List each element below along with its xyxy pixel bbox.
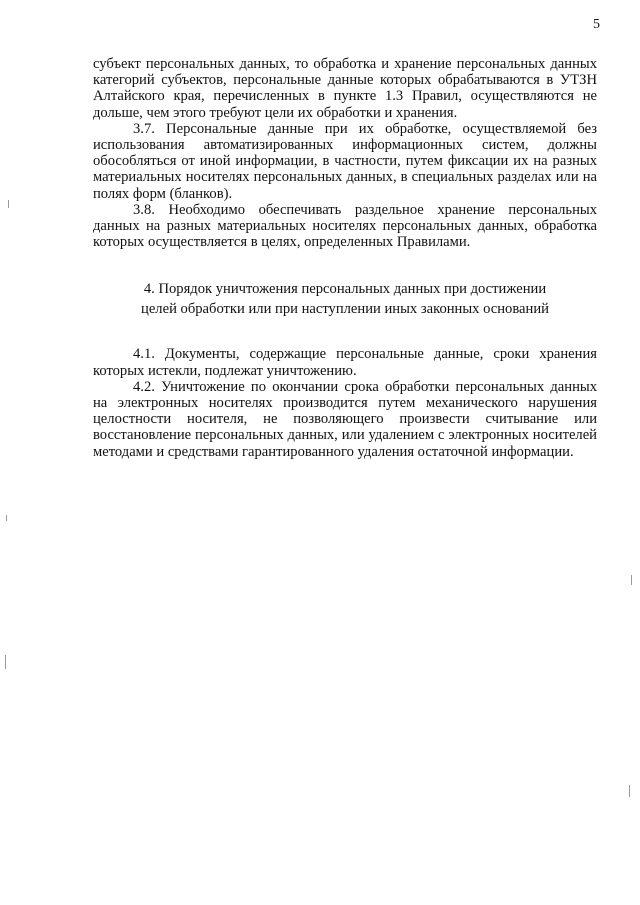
document-body [93,56,597,460]
paragraph-4-2: 4.2. Уничтожение по окончании срока обработки персональных данных на электронных носителях производится путем механического нарушения целостности носителя, не позволяющего произвести считывание или восстановление персональных данных, или удалением с электронных носителей методами и средствами гарантированного удаления остаточной информации. [93,378,597,460]
scan-artifact [629,785,630,797]
scan-artifact [631,575,632,585]
scan-artifact [5,655,6,669]
paragraph-3-7: 3.7. Персональные данные при их обработке, осуществляемой без использования автоматизированных информационных систем, должны обособляться от иной информации, в частности, путем фиксации их на разных материальных носителях персональных данных, в специальных разделах или на полях форм (бланков). [93,120,597,202]
paragraph-4-1: 4.1. Документы, содержащие персональные данные, сроки хранения которых истекли, подлежат уничтожению. [93,346,597,379]
section-heading-4 [93,279,597,319]
scan-artifact [6,515,7,521]
section-heading-line-2: целей обработки или при наступлении иных законных оснований [141,301,549,318]
scan-artifact [8,200,9,208]
page-number: 5 [593,17,600,32]
paragraph-3-8: 3.8. Необходимо обеспечивать раздельное хранение персональных данных на разных материальных носителях персональных данных, обработка которых осуществляется в целях, определенных Правилами. [93,201,597,251]
paragraph-continuation: субъект персональных данных, то обработка и хранение персональных данных категорий субъектов, персональные данные которых обрабатываются в УТЗН Алтайского края, перечисленных в пункте 1.3 Правил, осуществляются не дольше, чем этого требуют цели их обработки и хранения. [93,56,597,121]
section-heading-line-1: 4. Порядок уничтожения персональных данных при достижении [143,281,547,298]
